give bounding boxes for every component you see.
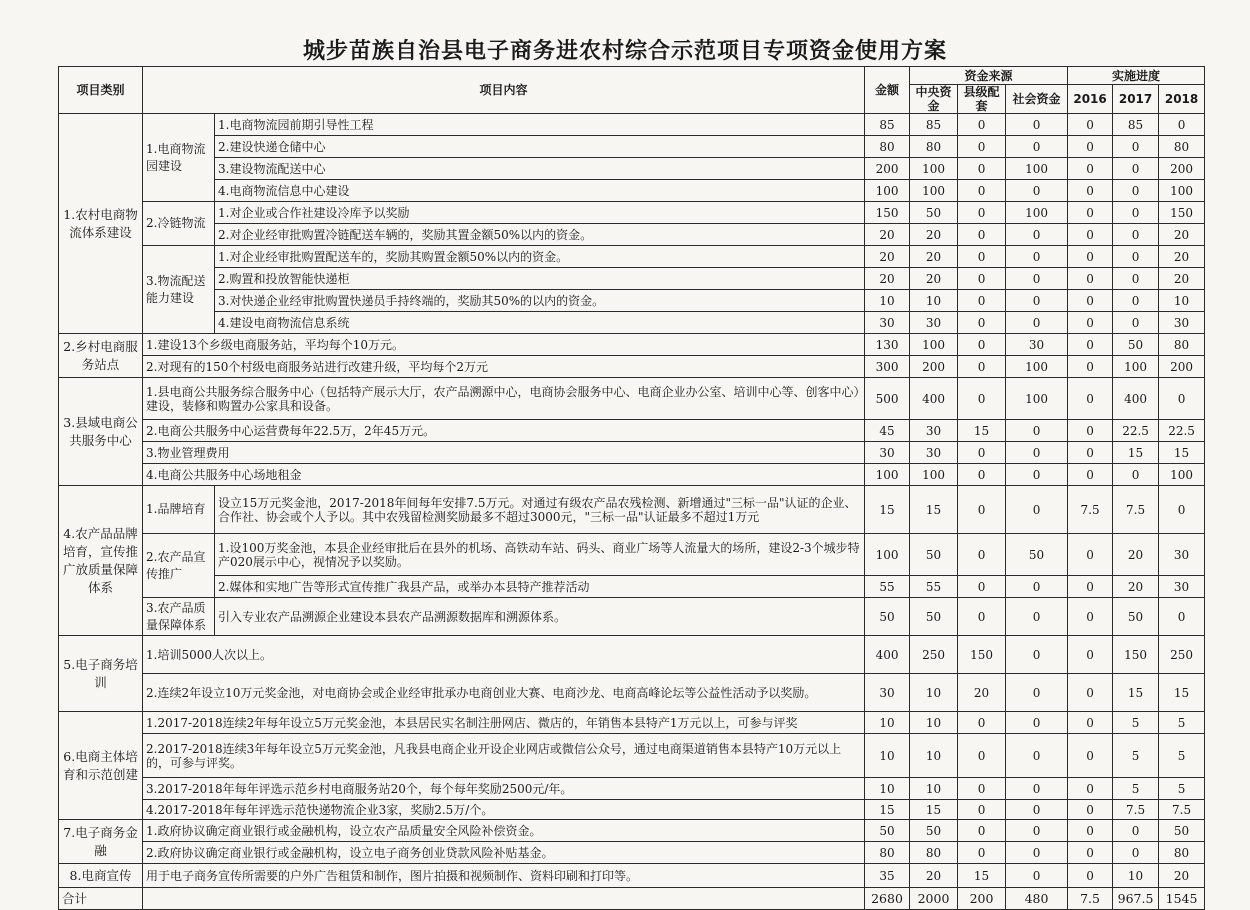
y2017-cell: 100 [1113,356,1159,378]
county-cell: 0 [958,378,1006,420]
y2016-cell: 0 [1068,224,1113,246]
y2018-cell: 200 [1159,356,1205,378]
y2017-cell: 0 [1113,136,1159,158]
table-row [59,636,1205,674]
county-cell: 0 [958,290,1006,312]
table-row [59,268,1205,290]
amount-cell: 100 [865,180,910,202]
y2016-cell: 0 [1068,842,1113,864]
central-cell: 100 [910,334,958,356]
y2016-cell: 0 [1068,202,1113,224]
item-content: 4.电商物流信息中心建设 [215,180,865,202]
total-2018: 1545 [1159,888,1205,910]
table-row [59,800,1205,820]
county-cell: 0 [958,442,1006,464]
county-cell: 0 [958,486,1006,534]
y2016-cell: 0 [1068,180,1113,202]
y2017-cell: 50 [1113,334,1159,356]
header-county: 县级配套 [958,85,1006,114]
social-cell: 100 [1006,158,1068,180]
y2018-cell: 80 [1159,334,1205,356]
amount-cell: 500 [865,378,910,420]
central-cell: 100 [910,180,958,202]
table-row [59,864,1205,888]
social-cell: 0 [1006,420,1068,442]
social-cell: 0 [1006,180,1068,202]
central-cell: 200 [910,356,958,378]
amount-cell: 45 [865,420,910,442]
item-content: 1.对企业或合作社建设冷库予以奖励 [215,202,865,224]
item-content: 1.设100万奖金池，本县企业经审批后在县外的机场、高铁动车站、码头、商业广场等人流量大的场所，建设2-3个城步特产020展示中心，视情况予以奖励。 [215,534,865,576]
central-cell: 250 [910,636,958,674]
y2016-cell: 0 [1068,420,1113,442]
y2018-cell: 5 [1159,712,1205,734]
y2017-cell: 15 [1113,442,1159,464]
y2016-cell: 0 [1068,636,1113,674]
table-row [59,378,1205,420]
county-cell: 15 [958,864,1006,888]
header-2018: 2018 [1159,85,1205,114]
y2016-cell: 0 [1068,734,1113,778]
item-content: 4.2017-2018年每年评选示范快递物流企业3家，奖励2.5万/个。 [143,800,865,820]
social-cell: 100 [1006,202,1068,224]
category-cell: 4.农产品品牌培育，宣传推广放质量保障体系 [59,486,143,636]
county-cell: 15 [958,420,1006,442]
amount-cell: 30 [865,674,910,712]
amount-cell: 100 [865,534,910,576]
y2018-cell: 0 [1159,378,1205,420]
y2018-cell: 100 [1159,180,1205,202]
y2017-cell: 22.5 [1113,420,1159,442]
amount-cell: 10 [865,290,910,312]
county-cell: 0 [958,820,1006,842]
county-cell: 0 [958,842,1006,864]
central-cell: 10 [910,778,958,800]
table-row [59,734,1205,778]
y2018-cell: 100 [1159,464,1205,486]
table-row [59,486,1205,534]
y2017-cell: 5 [1113,778,1159,800]
county-cell: 0 [958,734,1006,778]
amount-cell: 15 [865,486,910,534]
social-cell: 0 [1006,712,1068,734]
y2018-cell: 250 [1159,636,1205,674]
county-cell: 0 [958,464,1006,486]
county-cell: 0 [958,356,1006,378]
table-row [59,442,1205,464]
y2016-cell: 0 [1068,290,1113,312]
category-cell: 7.电子商务金融 [59,820,143,864]
amount-cell: 50 [865,598,910,636]
central-cell: 30 [910,442,958,464]
subcategory-cell: 1.电商物流园建设 [143,114,215,202]
y2018-cell: 80 [1159,136,1205,158]
central-cell: 30 [910,312,958,334]
social-cell: 0 [1006,842,1068,864]
y2016-cell: 0 [1068,312,1113,334]
table-row [59,246,1205,268]
y2018-cell: 200 [1159,158,1205,180]
central-cell: 10 [910,674,958,712]
y2017-cell: 20 [1113,534,1159,576]
county-cell: 0 [958,268,1006,290]
amount-cell: 55 [865,576,910,598]
social-cell: 0 [1006,778,1068,800]
county-cell: 0 [958,312,1006,334]
table-row [59,674,1205,712]
central-cell: 20 [910,246,958,268]
item-content: 3.2017-2018年每年评选示范乡村电商服务站20个，每个每年奖励2500元/年。 [143,778,865,800]
y2016-cell: 0 [1068,464,1113,486]
table-row [59,158,1205,180]
y2016-cell: 0 [1068,864,1113,888]
header-2016: 2016 [1068,85,1113,114]
county-cell: 0 [958,712,1006,734]
y2017-cell: 0 [1113,224,1159,246]
header-content: 项目内容 [143,67,865,114]
social-cell: 0 [1006,246,1068,268]
central-cell: 50 [910,202,958,224]
y2016-cell: 7.5 [1068,486,1113,534]
item-content: 2.购置和投放智能快递柜 [215,268,865,290]
county-cell: 0 [958,224,1006,246]
header-amount: 金额 [865,67,910,114]
y2016-cell: 0 [1068,712,1113,734]
y2018-cell: 20 [1159,224,1205,246]
central-cell: 80 [910,136,958,158]
amount-cell: 130 [865,334,910,356]
county-cell: 0 [958,114,1006,136]
header-2017: 2017 [1113,85,1159,114]
social-cell: 0 [1006,636,1068,674]
county-cell: 0 [958,334,1006,356]
social-cell: 100 [1006,356,1068,378]
item-content: 4.建设电商物流信息系统 [215,312,865,334]
y2018-cell: 20 [1159,864,1205,888]
item-content: 用于电子商务宣传所需要的户外广告租赁和制作，图片拍摄和视频制作、资料印刷和打印等。 [143,864,865,888]
social-cell: 0 [1006,224,1068,246]
central-cell: 15 [910,486,958,534]
y2018-cell: 30 [1159,312,1205,334]
social-cell: 0 [1006,674,1068,712]
y2017-cell: 150 [1113,636,1159,674]
amount-cell: 20 [865,224,910,246]
y2018-cell: 15 [1159,674,1205,712]
amount-cell: 30 [865,442,910,464]
funding-table-container [58,66,1204,910]
y2018-cell: 20 [1159,268,1205,290]
category-cell: 2.乡村电商服务站点 [59,334,143,378]
y2017-cell: 0 [1113,202,1159,224]
total-blank [143,888,865,910]
y2018-cell: 30 [1159,534,1205,576]
table-row [59,202,1205,224]
item-content: 2.连续2年设立10万元奖金池，对电商协会或企业经审批承办电商创业大赛、电商沙龙、电商高峰论坛等公益性活动予以奖励。 [143,674,865,712]
social-cell: 0 [1006,136,1068,158]
central-cell: 85 [910,114,958,136]
amount-cell: 10 [865,778,910,800]
amount-cell: 150 [865,202,910,224]
county-cell: 0 [958,534,1006,576]
county-cell: 0 [958,136,1006,158]
y2016-cell: 0 [1068,598,1113,636]
social-cell: 0 [1006,576,1068,598]
y2018-cell: 15 [1159,442,1205,464]
central-cell: 10 [910,712,958,734]
table-row [59,778,1205,800]
subcategory-cell: 2.农产品宣传推广 [143,534,215,598]
central-cell: 400 [910,378,958,420]
item-content: 1.培训5000人次以上。 [143,636,865,674]
y2016-cell: 0 [1068,800,1113,820]
county-cell: 0 [958,576,1006,598]
header-central: 中央资金 [910,85,958,114]
amount-cell: 10 [865,712,910,734]
amount-cell: 50 [865,820,910,842]
table-row [59,712,1205,734]
central-cell: 30 [910,420,958,442]
item-content: 4.电商公共服务中心场地租金 [143,464,865,486]
y2016-cell: 0 [1068,534,1113,576]
y2018-cell: 7.5 [1159,800,1205,820]
item-content: 引入专业农产品溯源企业建设本县农产品溯源数据库和溯源体系。 [215,598,865,636]
y2016-cell: 0 [1068,246,1113,268]
central-cell: 50 [910,534,958,576]
y2016-cell: 0 [1068,778,1113,800]
y2016-cell: 0 [1068,158,1113,180]
social-cell: 0 [1006,312,1068,334]
amount-cell: 300 [865,356,910,378]
total-county: 200 [958,888,1006,910]
category-cell: 5.电子商务培训 [59,636,143,712]
header-funding-source: 资金来源 [910,67,1068,85]
social-cell: 0 [1006,442,1068,464]
y2018-cell: 10 [1159,290,1205,312]
item-content: 3.建设物流配送中心 [215,158,865,180]
social-cell: 30 [1006,334,1068,356]
social-cell: 50 [1006,534,1068,576]
y2017-cell: 0 [1113,820,1159,842]
social-cell: 0 [1006,734,1068,778]
social-cell: 0 [1006,290,1068,312]
y2018-cell: 0 [1159,598,1205,636]
item-content: 1.对企业经审批购置配送车的，奖励其购置金额50%以内的资金。 [215,246,865,268]
social-cell: 0 [1006,486,1068,534]
total-2017: 967.5 [1113,888,1159,910]
amount-cell: 80 [865,842,910,864]
page-title: 城步苗族自治县电子商务进农村综合示范项目专项资金使用方案 [302,39,947,64]
amount-cell: 20 [865,246,910,268]
y2017-cell: 0 [1113,268,1159,290]
social-cell: 0 [1006,800,1068,820]
y2016-cell: 0 [1068,268,1113,290]
table-row [59,842,1205,864]
central-cell: 80 [910,842,958,864]
subcategory-cell: 3.农产品质量保障体系 [143,598,215,636]
y2018-cell: 5 [1159,778,1205,800]
item-content: 2.电商公共服务中心运营费每年22.5万，2年45万元。 [143,420,865,442]
item-content: 设立15万元奖金池，2017-2018年间每年安排7.5万元。对通过有级农产品农残检测、新增通过"三标一品"认证的企业、合作社、协会或个人予以。其中农残留检测奖励最多不超过3000元，"三标一品"认证最多不超过1万元 [215,486,865,534]
central-cell: 20 [910,864,958,888]
item-content: 2.对企业经审批购置冷链配送车辆的，奖励其置金额50%以内的资金。 [215,224,865,246]
table-row [59,290,1205,312]
county-cell: 0 [958,800,1006,820]
y2017-cell: 0 [1113,464,1159,486]
table-row [59,334,1205,356]
table-row [59,464,1205,486]
y2018-cell: 150 [1159,202,1205,224]
social-cell: 0 [1006,820,1068,842]
y2017-cell: 0 [1113,842,1159,864]
category-cell: 8.电商宣传 [59,864,143,888]
amount-cell: 100 [865,464,910,486]
amount-cell: 80 [865,136,910,158]
total-2016: 7.5 [1068,888,1113,910]
central-cell: 100 [910,158,958,180]
y2018-cell: 30 [1159,576,1205,598]
amount-cell: 15 [865,800,910,820]
y2017-cell: 0 [1113,290,1159,312]
table-row [59,598,1205,636]
table-row [59,420,1205,442]
y2017-cell: 0 [1113,158,1159,180]
county-cell: 150 [958,636,1006,674]
y2017-cell: 10 [1113,864,1159,888]
y2018-cell: 5 [1159,734,1205,778]
header-social: 社会资金 [1006,85,1068,114]
amount-cell: 30 [865,312,910,334]
y2016-cell: 0 [1068,820,1113,842]
amount-cell: 400 [865,636,910,674]
y2017-cell: 0 [1113,312,1159,334]
social-cell: 0 [1006,864,1068,888]
item-content: 1.建设13个乡级电商服务站，平均每个10万元。 [143,334,865,356]
central-cell: 50 [910,820,958,842]
y2016-cell: 0 [1068,442,1113,464]
y2016-cell: 0 [1068,136,1113,158]
y2017-cell: 20 [1113,576,1159,598]
central-cell: 55 [910,576,958,598]
total-social: 480 [1006,888,1068,910]
central-cell: 20 [910,224,958,246]
category-cell: 6.电商主体培育和示范创建 [59,712,143,820]
total-label: 合计 [59,888,143,910]
y2017-cell: 15 [1113,674,1159,712]
central-cell: 100 [910,464,958,486]
table-row [59,224,1205,246]
y2016-cell: 0 [1068,114,1113,136]
county-cell: 0 [958,598,1006,636]
y2017-cell: 400 [1113,378,1159,420]
county-cell: 0 [958,202,1006,224]
amount-cell: 85 [865,114,910,136]
item-content: 2.建设快递仓储中心 [215,136,865,158]
county-cell: 0 [958,158,1006,180]
y2018-cell: 50 [1159,820,1205,842]
amount-cell: 10 [865,734,910,778]
table-row [59,576,1205,598]
y2018-cell: 0 [1159,486,1205,534]
item-content: 2.对现有的150个村级电商服务站进行改建升级，平均每个2万元 [143,356,865,378]
table-row [59,180,1205,202]
y2017-cell: 5 [1113,734,1159,778]
y2017-cell: 7.5 [1113,486,1159,534]
subcategory-cell: 3.物流配送能力建设 [143,246,215,334]
total-amount: 2680 [865,888,910,910]
central-cell: 20 [910,268,958,290]
total-row [59,888,1205,910]
header-category: 项目类别 [59,67,143,114]
table-row [59,114,1205,136]
y2016-cell: 0 [1068,334,1113,356]
y2017-cell: 0 [1113,246,1159,268]
amount-cell: 20 [865,268,910,290]
header-progress: 实施进度 [1068,67,1205,85]
county-cell: 20 [958,674,1006,712]
category-cell: 3.县域电商公共服务中心 [59,378,143,486]
y2017-cell: 7.5 [1113,800,1159,820]
table-row [59,534,1205,576]
social-cell: 0 [1006,114,1068,136]
amount-cell: 35 [865,864,910,888]
item-content: 1.县电商公共服务综合服务中心（包括特产展示大厅，农产品溯源中心，电商协会服务中心、电商企业办公室、培训中心等、创客中心）建设，装修和购置办公家具和设备。 [143,378,865,420]
y2018-cell: 80 [1159,842,1205,864]
y2016-cell: 0 [1068,674,1113,712]
social-cell: 0 [1006,598,1068,636]
social-cell: 0 [1006,268,1068,290]
county-cell: 0 [958,778,1006,800]
subcategory-cell: 1.品牌培育 [143,486,215,534]
central-cell: 15 [910,800,958,820]
central-cell: 10 [910,290,958,312]
total-central: 2000 [910,888,958,910]
y2018-cell: 20 [1159,246,1205,268]
y2017-cell: 85 [1113,114,1159,136]
category-cell: 1.农村电商物流体系建设 [59,114,143,334]
y2018-cell: 0 [1159,114,1205,136]
item-content: 1.2017-2018连续2年每年设立5万元奖金池，本县居民实名制注册网店、微店的，年销售本县特产1万元以上，可参与评奖 [143,712,865,734]
y2016-cell: 0 [1068,576,1113,598]
y2017-cell: 5 [1113,712,1159,734]
item-content: 1.电商物流园前期引导性工程 [215,114,865,136]
central-cell: 10 [910,734,958,778]
table-row [59,312,1205,334]
item-content: 2.2017-2018连续3年每年设立5万元奖金池，凡我县电商企业开设企业网店或微信公众号，通过电商渠道销售本县特产10万元以上的，可参与评奖。 [143,734,865,778]
social-cell: 0 [1006,464,1068,486]
county-cell: 0 [958,246,1006,268]
subcategory-cell: 2.冷链物流 [143,202,215,246]
y2017-cell: 0 [1113,180,1159,202]
item-content: 3.对快递企业经审批购置快递员手持终端的，奖励其50%的以内的资金。 [215,290,865,312]
social-cell: 100 [1006,378,1068,420]
county-cell: 0 [958,180,1006,202]
table-row [59,136,1205,158]
y2018-cell: 22.5 [1159,420,1205,442]
item-content: 1.政府协议确定商业银行或金融机构，设立农产品质量安全风险补偿资金。 [143,820,865,842]
y2016-cell: 0 [1068,378,1113,420]
funding-table [58,66,1205,910]
item-content: 2.媒体和实地广告等形式宣传推广我县产品，或举办本县特产推荐活动 [215,576,865,598]
central-cell: 50 [910,598,958,636]
table-row [59,356,1205,378]
y2016-cell: 0 [1068,356,1113,378]
amount-cell: 200 [865,158,910,180]
item-content: 3.物业管理费用 [143,442,865,464]
table-row [59,820,1205,842]
y2017-cell: 50 [1113,598,1159,636]
item-content: 2.政府协议确定商业银行或金融机构，设立电子商务创业贷款风险补贴基金。 [143,842,865,864]
